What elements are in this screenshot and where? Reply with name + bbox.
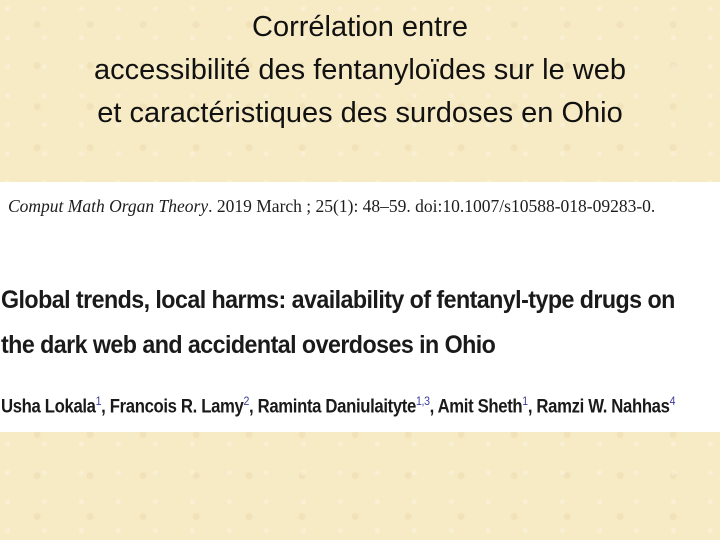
article-header-image [0,182,720,432]
author-name: Raminta Daniulaityte [257,396,416,418]
author-affiliation: 2 [243,394,250,408]
journal-name: Comput Math Organ Theory [8,196,209,216]
slide-title [0,6,720,135]
citation-line [8,196,655,217]
author-name: Usha Lokala [1,396,96,418]
slide-title-line: Corrélation entre [252,11,468,43]
paper-title-line: Global trends, local harms: availability of fentanyl-type drugs on [1,286,675,314]
citation-details: . 2019 March ; 25(1): 48–59. doi:10.1007/s10588-018-09283-0. [208,196,656,216]
author-affiliation: 1 [522,394,528,408]
author-name: Amit Sheth [437,396,523,418]
author-list: Usha Lokala$^1$, Francois R. Lamy$^2$, Raminta Daniulaityte$^{1,3}$, Amit Sheth$^1$, Ramzi W. Nahhas$^4$ [1,394,676,418]
author-affiliation: 4 [669,394,676,408]
author-name: Ramzi W. Nahhas [536,396,670,418]
paper-title [1,278,689,368]
author-name: Francois R. Lamy [109,396,244,418]
slide-title-line: et caractéristiques des surdoses en Ohio [97,97,623,129]
paper-title-line: the dark web and accidental overdoses in Ohio [1,331,496,359]
author-affiliation: 1 [95,394,102,408]
slide-title-line: accessibilité des fentanyloïdes sur le web [94,54,626,86]
author-affiliation: 1,3 [415,394,430,408]
